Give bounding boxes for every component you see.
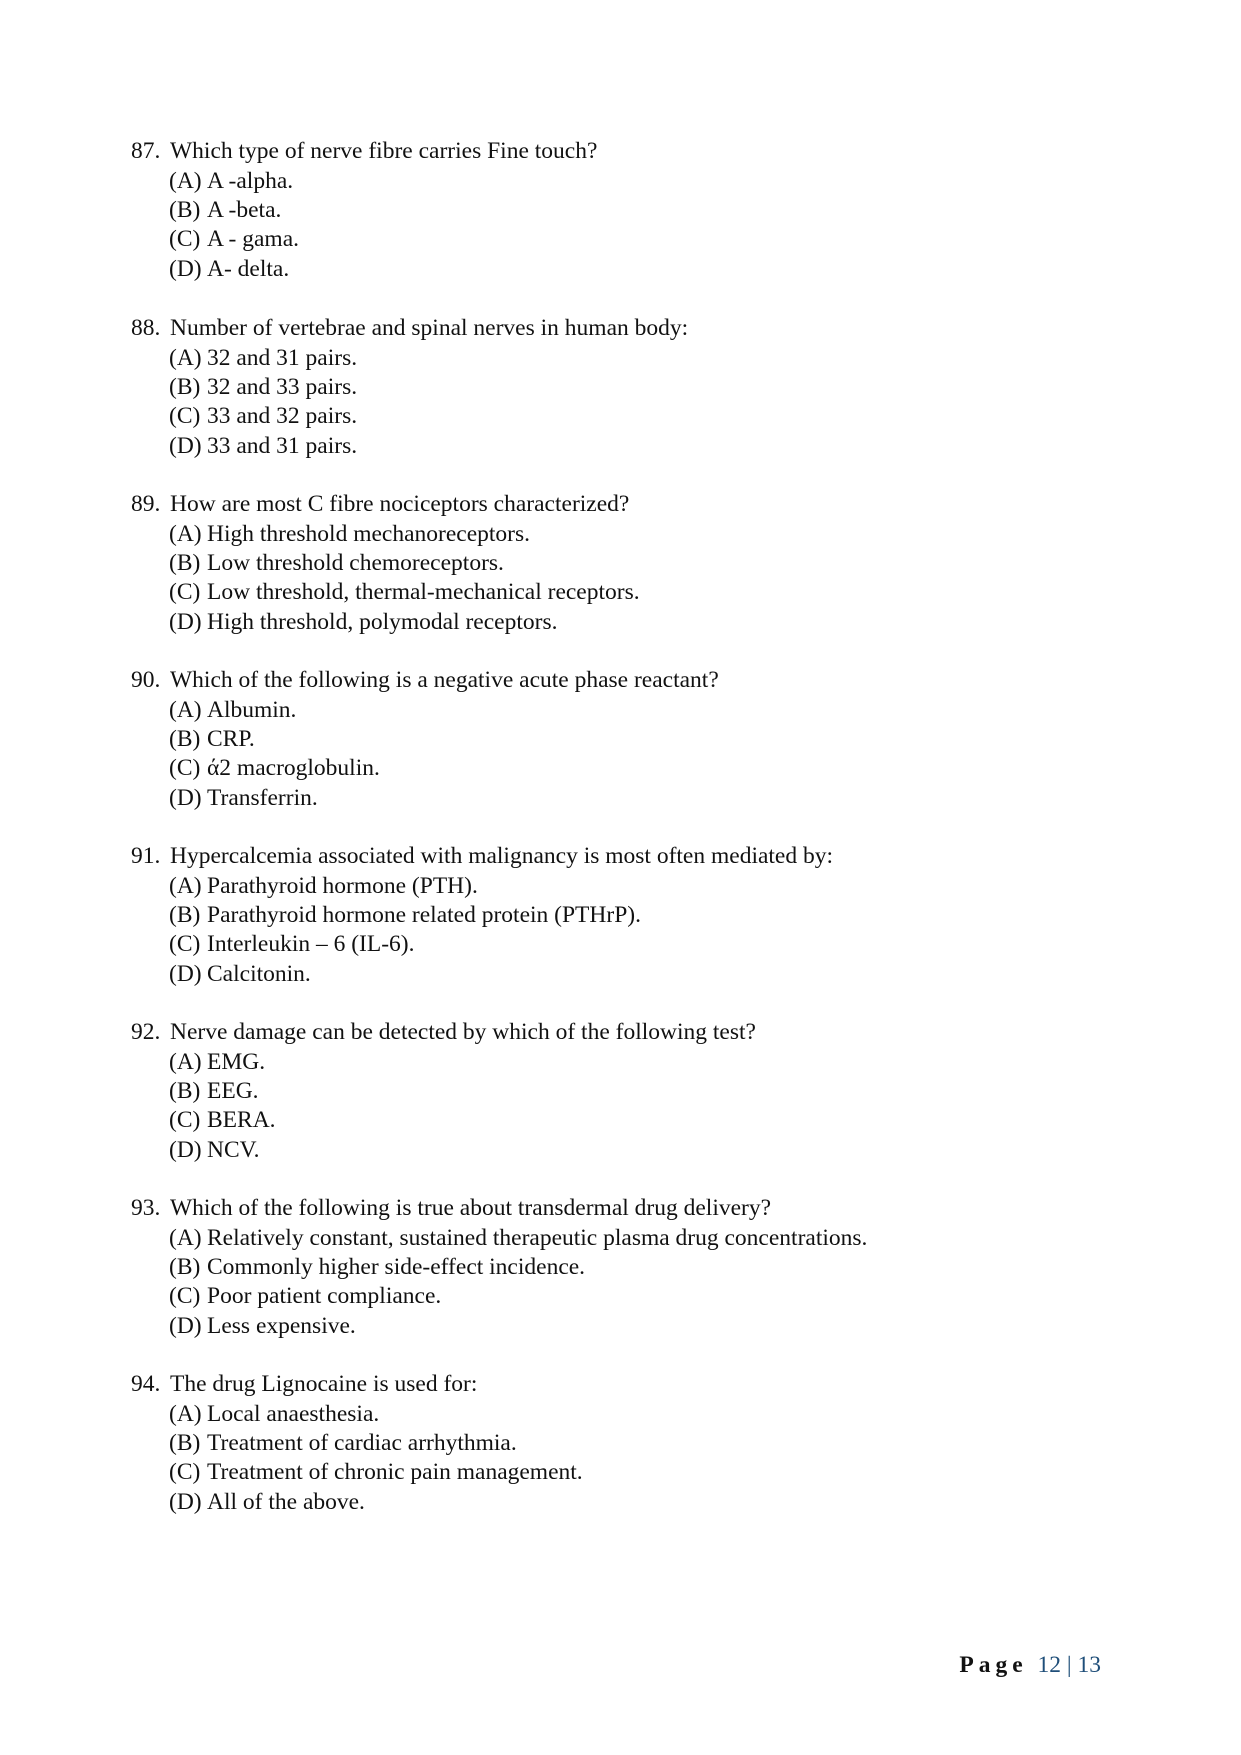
question-number: 90.: [131, 667, 161, 693]
option-letter: (C): [169, 1107, 201, 1134]
question-item: [131, 135, 1131, 284]
answer-option: [169, 1400, 1131, 1429]
option-letter: (D): [169, 432, 202, 459]
answer-option: [169, 1282, 1131, 1311]
answer-option: [169, 432, 1131, 461]
question-number: 91.: [131, 843, 161, 869]
answer-option: [169, 373, 1131, 402]
answer-option: [169, 1106, 1131, 1135]
answer-option: [169, 696, 1131, 725]
answer-option: [169, 754, 1131, 783]
option-letter: (B): [169, 197, 201, 224]
option-letter: (A): [169, 345, 202, 371]
answer-option: [169, 1312, 1131, 1341]
question-number: 89.: [131, 491, 161, 517]
answer-option: [169, 167, 1131, 196]
option-text: CRP.: [207, 726, 255, 753]
option-text: A -beta.: [207, 197, 282, 224]
answer-option: [169, 1136, 1131, 1165]
answer-option: [169, 1224, 1131, 1253]
question-text: Hypercalcemia associated with malignancy is most often mediated by:: [170, 843, 834, 869]
answer-option: [169, 784, 1131, 813]
option-text: Poor patient compliance.: [207, 1283, 442, 1310]
option-letter: (D): [169, 1136, 202, 1163]
option-letter: (B): [169, 1254, 201, 1281]
page-word: Page: [959, 1652, 1028, 1678]
option-text: Relatively constant, sustained therapeutic plasma drug concentrations.: [207, 1225, 868, 1251]
page-footer: [959, 1652, 1101, 1679]
option-list: [169, 1048, 1131, 1165]
answer-option: [169, 1253, 1131, 1282]
question-number: 88.: [131, 315, 161, 341]
option-letter: (C): [169, 755, 201, 782]
option-text: BERA.: [207, 1107, 276, 1134]
option-text: 32 and 33 pairs.: [207, 374, 358, 401]
answer-option: [169, 608, 1131, 637]
option-list: [169, 696, 1131, 813]
answer-option: [169, 402, 1131, 431]
answer-option: [169, 344, 1131, 373]
option-text: High threshold mechanoreceptors.: [207, 521, 531, 547]
question-text: Which of the following is a negative acute phase reactant?: [170, 667, 719, 693]
option-text: 33 and 32 pairs.: [207, 403, 358, 430]
answer-option: [169, 872, 1131, 901]
option-letter: (C): [169, 1459, 201, 1486]
option-letter: (B): [169, 374, 201, 401]
question-number: 94.: [131, 1371, 161, 1397]
option-letter: (B): [169, 550, 201, 577]
question-text: Number of vertebrae and spinal nerves in human body:: [170, 315, 689, 341]
option-letter: (D): [169, 784, 202, 811]
option-text: High threshold, polymodal receptors.: [207, 608, 558, 635]
option-list: [169, 872, 1131, 989]
answer-option: [169, 520, 1131, 549]
option-letter: (C): [169, 931, 201, 958]
option-text: ά2 macroglobulin.: [207, 755, 380, 782]
option-text: Treatment of cardiac arrhythmia.: [207, 1430, 517, 1457]
answer-option: [169, 1458, 1131, 1487]
question-stem: [131, 312, 1131, 344]
option-letter: (A): [169, 1401, 202, 1427]
question-text: Which of the following is true about transdermal drug delivery?: [170, 1195, 772, 1221]
option-list: [169, 1400, 1131, 1517]
option-letter: (C): [169, 1283, 201, 1310]
option-list: [169, 520, 1131, 637]
answer-option: [169, 1048, 1131, 1077]
question-stem: [131, 488, 1131, 520]
option-text: Low threshold chemoreceptors.: [207, 550, 504, 577]
answer-option: [169, 1077, 1131, 1106]
question-item: [131, 488, 1131, 637]
question-text: How are most C fibre nociceptors characterized?: [170, 491, 630, 517]
option-letter: (B): [169, 1430, 201, 1457]
question-stem: [131, 135, 1131, 167]
option-text: 32 and 31 pairs.: [207, 345, 358, 371]
question-text: Nerve damage can be detected by which of the following test?: [170, 1019, 756, 1045]
option-letter: (B): [169, 1078, 201, 1105]
option-text: A- delta.: [207, 255, 290, 282]
option-letter: (D): [169, 608, 202, 635]
option-text: Interleukin – 6 (IL-6).: [207, 931, 415, 958]
option-letter: (C): [169, 226, 201, 253]
answer-option: [169, 901, 1131, 930]
option-letter: (A): [169, 873, 202, 899]
option-text: Local anaesthesia.: [207, 1401, 380, 1427]
option-list: [169, 1224, 1131, 1341]
answer-option: [169, 1429, 1131, 1458]
answer-option: [169, 196, 1131, 225]
option-letter: (A): [169, 521, 202, 547]
answer-option: [169, 960, 1131, 989]
option-text: EMG.: [207, 1049, 266, 1075]
question-stem: [131, 1192, 1131, 1224]
answer-option: [169, 1488, 1131, 1517]
option-letter: (B): [169, 726, 201, 753]
option-letter: (D): [169, 1488, 202, 1515]
answer-option: [169, 255, 1131, 284]
option-text: Commonly higher side-effect incidence.: [207, 1254, 586, 1281]
question-text: The drug Lignocaine is used for:: [170, 1371, 478, 1397]
option-text: Albumin.: [207, 697, 297, 723]
question-item: [131, 312, 1131, 461]
answer-option: [169, 578, 1131, 607]
option-text: NCV.: [207, 1136, 260, 1163]
question-stem: [131, 1368, 1131, 1400]
question-number: 92.: [131, 1019, 161, 1045]
option-list: [169, 167, 1131, 284]
question-item: [131, 840, 1131, 989]
option-text: Treatment of chronic pain management.: [207, 1459, 583, 1486]
option-letter: (C): [169, 403, 201, 430]
option-text: Transferrin.: [207, 784, 318, 811]
option-text: Parathyroid hormone related protein (PTHrP).: [207, 902, 641, 929]
option-text: 33 and 31 pairs.: [207, 432, 358, 459]
option-text: A - gama.: [207, 226, 300, 253]
question-item: [131, 1192, 1131, 1341]
question-stem: [131, 1016, 1131, 1048]
page-number: 12 | 13: [1037, 1652, 1101, 1678]
option-letter: (A): [169, 697, 202, 723]
option-letter: (C): [169, 579, 201, 606]
question-item: [131, 664, 1131, 813]
option-text: Less expensive.: [207, 1312, 356, 1339]
option-text: Low threshold, thermal-mechanical receptors.: [207, 579, 640, 606]
question-text: Which type of nerve fibre carries Fine touch?: [170, 138, 598, 164]
option-text: Calcitonin.: [207, 960, 311, 987]
answer-option: [169, 549, 1131, 578]
option-letter: (B): [169, 902, 201, 929]
question-stem: [131, 664, 1131, 696]
answer-option: [169, 225, 1131, 254]
question-stem: [131, 840, 1131, 872]
option-letter: (A): [169, 1049, 202, 1075]
question-item: [131, 1368, 1131, 1517]
option-text: All of the above.: [207, 1488, 365, 1515]
option-letter: (A): [169, 168, 202, 194]
option-letter: (D): [169, 255, 202, 282]
question-item: [131, 1016, 1131, 1165]
option-letter: (D): [169, 960, 202, 987]
answer-option: [169, 725, 1131, 754]
option-text: Parathyroid hormone (PTH).: [207, 873, 478, 899]
option-letter: (A): [169, 1225, 202, 1251]
answer-option: [169, 930, 1131, 959]
option-text: A -alpha.: [207, 168, 294, 194]
question-number: 93.: [131, 1195, 161, 1221]
question-number: 87.: [131, 138, 161, 164]
option-list: [169, 344, 1131, 461]
option-text: EEG.: [207, 1078, 259, 1105]
option-letter: (D): [169, 1312, 202, 1339]
